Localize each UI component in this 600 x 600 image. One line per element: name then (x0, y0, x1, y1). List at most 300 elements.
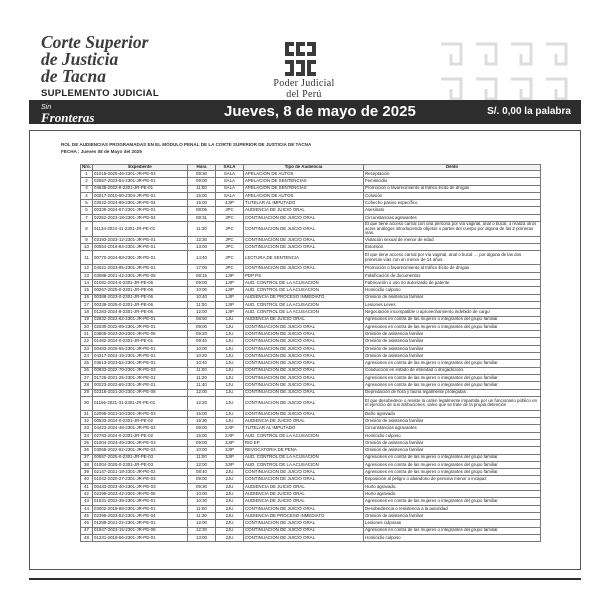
offense: Agresiones en contra de las mujeres o integrantes del grupo familiar (364, 374, 541, 381)
hearing-time: 10:40 (188, 360, 216, 367)
row-number: 37 (81, 454, 93, 461)
case-number: 02199-2023-42-2301-JR-PE-06 (93, 491, 188, 498)
offense: Homicidio culposo (364, 287, 541, 294)
case-number: 01081-2024-0-2301-JR-PE-06 (93, 280, 188, 287)
hearing-type: CONTINUACION DE JUICIO ORAL (244, 367, 364, 374)
hearing-type: AUD. CONTROL DE LA ACUSACION (244, 301, 364, 308)
row-number: 20 (81, 323, 93, 330)
offense: Conducción en estado de ebriedad o drogadicción. (364, 367, 541, 374)
hearing-type: LECTURA DE SENTENCIA (244, 251, 364, 265)
table-row (81, 476, 541, 483)
offense: Omisión de asistencia familiar (364, 447, 541, 454)
table-row (81, 301, 541, 308)
courtroom: 2JU (216, 520, 244, 527)
courtroom: 1JIP (216, 272, 244, 279)
case-number: 00433-2023-40-2301-JR-PE-03 (93, 483, 188, 490)
courtroom: 1JIP (216, 294, 244, 301)
row-number: 47 (81, 527, 93, 534)
hearing-type: TUTELAR AL IMPUTADO (244, 200, 364, 207)
issue-date: Jueves, 8 de mayo de 2025 (224, 103, 416, 120)
offense: Colusión (364, 192, 541, 199)
hearing-time: 10:00 (188, 447, 216, 454)
hearing-type: AUDIENCIA DE JUICIO ORAL (244, 207, 364, 214)
table-body (81, 171, 541, 542)
hearing-time: 10:40 (188, 294, 216, 301)
case-number: 02147-2021-18-2301-JR-PE-02 (93, 469, 188, 476)
row-number: 30 (81, 396, 93, 410)
courtroom: JPC (216, 251, 244, 265)
poder-judicial-logo-icon (281, 40, 321, 80)
row-number: 25 (81, 360, 93, 367)
row-number: 45 (81, 512, 93, 519)
row-number: 21 (81, 331, 93, 338)
row-number: 7 (81, 214, 93, 221)
table-row (81, 410, 541, 417)
table-row (81, 512, 541, 519)
courtroom: 3JIP (216, 461, 244, 468)
hearing-time: 15:00 (188, 192, 216, 199)
offense: Omisión de asistencia familiar (364, 294, 541, 301)
row-number: 41 (81, 483, 93, 490)
courtroom: 3JIP (216, 454, 244, 461)
hearing-time: 09:00 (188, 439, 216, 446)
case-number: 02399-2023-52-2301-JR-PE-04 (93, 512, 188, 519)
column-header: Expediente (93, 165, 188, 171)
courtroom: 1JU (216, 418, 244, 425)
case-number: 00554-2016-84-2301-JR-PE-01 (93, 244, 188, 251)
offense: Fabricación o uso no autorizado de patente (364, 280, 541, 287)
case-number: 01134-2024-41-2301-JR-PE-01 (93, 222, 188, 237)
table-row (81, 323, 541, 330)
hearing-time: 11:30 (188, 222, 216, 237)
courtroom: JPC (216, 265, 244, 272)
row-number: 5 (81, 200, 93, 207)
courtroom: 1JU (216, 323, 244, 330)
row-number: 42 (81, 491, 93, 498)
courtroom: JPC (216, 207, 244, 214)
offense: Omisión de asistencia familiar (364, 353, 541, 360)
row-number: 17 (81, 301, 93, 308)
row-number: 3 (81, 185, 93, 192)
hearing-type: CONTINUACION DE JUICIO ORAL (244, 469, 364, 476)
table-row (81, 236, 541, 243)
case-number: 00267-2025-0-2301-JR-PE-06 (93, 287, 188, 294)
row-number: 26 (81, 367, 93, 374)
table-row (81, 272, 541, 279)
case-number: 01231-2018-66-2301-JR-PE-01 (93, 534, 188, 541)
offense: Agresiones en contra de las mujeres o integrantes del grupo familiar (364, 527, 541, 534)
hearing-type: APELACION DE AUTOS (244, 171, 364, 178)
hearing-type: RID EP (244, 439, 364, 446)
offense: El que desobedece o resiste la orden legalmente impartida por un funcionario público en el ejercicio de sus atribuciones, salvo que se trate de la propia detención (364, 396, 541, 410)
newspaper-header (29, 34, 581, 98)
hearing-type: CONTINUACION DE JUICIO ORAL (244, 520, 364, 527)
row-number: 14 (81, 280, 93, 287)
table-row (81, 432, 541, 439)
case-number: 04317-2024-19-2301-JR-PE-01 (93, 353, 188, 360)
hearing-type: AUD. CONTROL DE LA ACUSACION (244, 461, 364, 468)
row-number: 40 (81, 476, 93, 483)
hearing-time: 12:00 (188, 520, 216, 527)
offense: Circunstancias agravantes (364, 425, 541, 432)
row-number: 1 (81, 171, 93, 178)
offense: Homicidio culposo (364, 432, 541, 439)
case-number: 03613-2023-52-2301-JR-PE-01 (93, 360, 188, 367)
hearing-time: 12:20 (188, 396, 216, 410)
hearing-time: 17:00 (188, 265, 216, 272)
case-number: 01166-2021-31-2301-JR-PE-01 (93, 396, 188, 410)
table-row (81, 396, 541, 410)
row-number: 2 (81, 178, 93, 185)
hearing-time: 12:00 (188, 389, 216, 396)
offense: Omisión de asistencia familiar (364, 338, 541, 345)
hearing-type: AUD. CONTROL DE LA ACUSACION (244, 309, 364, 316)
courtroom: 2JU (216, 527, 244, 534)
case-number: 04423-2024-48-2301-JR-PE-02 (93, 425, 188, 432)
table-row (81, 345, 541, 352)
case-number: 00483-2025-65-2301-JR-PE-01 (93, 345, 188, 352)
case-number: 02095-2021-10-2301-JR-PE-03 (93, 410, 188, 417)
hearing-type: AUDIENCIA DE JUICIO ORAL (244, 418, 364, 425)
courtroom: 1JIP (216, 301, 244, 308)
table-row (81, 244, 541, 251)
hearing-time: 08:05 (188, 207, 216, 214)
hearing-time: 08:50 (188, 316, 216, 323)
table-row (81, 316, 541, 323)
hearing-type: CONTINUACION DE JUICIO ORAL (244, 360, 364, 367)
hearing-type: CONTINUACION DE JUICIO ORAL (244, 338, 364, 345)
courtroom: 1JIP (216, 287, 244, 294)
table-row (81, 389, 541, 396)
hearing-type: PDP PS (244, 272, 364, 279)
table-row (81, 280, 541, 287)
hearing-type: AUDIENCIA DE PROCESO INMEDIATO (244, 512, 364, 519)
courtroom: 2JU (216, 512, 244, 519)
offense: Omisión de asistencia familiar (364, 345, 541, 352)
hearing-type: AUD. CONTROL DE LA ACUSACION (244, 432, 364, 439)
hearing-time: 09:00 (188, 323, 216, 330)
case-number: 04021-2023-95-2301-JR-PE-01 (93, 265, 188, 272)
hearing-time: 10:00 (188, 491, 216, 498)
offense: Cohecho pasivo específico (364, 200, 541, 207)
word-price: S/. 0,00 la palabra (487, 106, 571, 117)
row-number: 18 (81, 309, 93, 316)
hearing-time: 11:00 (188, 367, 216, 374)
row-number: 34 (81, 432, 93, 439)
hearing-type: CONTINUACION DE JUICIO ORAL (244, 331, 364, 338)
table-row (81, 367, 541, 374)
table-row (81, 491, 541, 498)
courtroom: 1JU (216, 345, 244, 352)
courtroom: SALA (216, 178, 244, 185)
row-number: 44 (81, 505, 93, 512)
table-row (81, 222, 541, 237)
case-number: 02030-2022-99-2301-JR-PE-01 (93, 323, 188, 330)
case-number: 01004-2025-0-2301-JR-PE-03 (93, 461, 188, 468)
table-row (81, 265, 541, 272)
hearing-type: APELACION DE AUTOS (244, 192, 364, 199)
courtroom: 1JIP (216, 280, 244, 287)
hearing-time: 09:00 (188, 425, 216, 432)
row-number: 39 (81, 469, 93, 476)
hearing-type: CONTINUACION DE JUICIO ORAL (244, 396, 364, 410)
table-row (81, 360, 541, 367)
masthead-band (29, 100, 581, 124)
poder-judicial-name-line: Poder Judicial (273, 78, 335, 89)
case-number: 01482-2024-0-2301-JR-PE-01 (93, 338, 188, 345)
hearing-time: 11:00 (188, 505, 216, 512)
row-number: 32 (81, 418, 93, 425)
hearing-type: CONTINUACION DE JUICIO ORAL (244, 265, 364, 272)
hearing-type: AUDIENCIA DE JUICIO ORAL (244, 483, 364, 490)
footer-rule (29, 578, 581, 580)
newspaper-logo (41, 103, 94, 123)
case-number: 01947-2023-15-2301-JR-PE-08 (93, 527, 188, 534)
row-number: 4 (81, 192, 93, 199)
offense: Negociación incompatible o aprovechamiento indebido de cargo (364, 309, 541, 316)
courtroom: 2JU (216, 483, 244, 490)
courtroom: 1JIP (216, 309, 244, 316)
hearing-type: CONTINUACION DE JUICIO ORAL (244, 534, 364, 541)
hearing-type: AUD. CONTROL DE LA ACUSACION (244, 280, 364, 287)
row-number: 46 (81, 520, 93, 527)
hearing-time: 09:20 (188, 331, 216, 338)
hearing-type: AUDIENCIA DE JUICIO ORAL (244, 491, 364, 498)
hearing-type: APELACION DE SENTENCIAS (244, 178, 364, 185)
hearing-type: CONTINUACION DE JUICIO ORAL (244, 527, 364, 534)
hearing-type: CONTINUACION DE JUICIO ORAL (244, 323, 364, 330)
hearing-type: AUDIENCIA DE JUICIO ORAL (244, 316, 364, 323)
courtroom: 1JU (216, 382, 244, 389)
table-row (81, 338, 541, 345)
row-number: 13 (81, 272, 93, 279)
courtroom: 2JU (216, 469, 244, 476)
case-number: 00533-2024-0-2301-JR-PE-02 (93, 418, 188, 425)
offense: Hurto agravado. (364, 491, 541, 498)
hearing-type: CONTINUACION DE JUICIO ORAL (244, 353, 364, 360)
case-number: 02783-2024-0-2301-JR-PE-02 (93, 432, 188, 439)
hearing-time: 12:30 (188, 236, 216, 243)
hearing-time: 09:40 (188, 338, 216, 345)
table-row (81, 251, 541, 265)
offense: Lesiones Leves (364, 301, 541, 308)
hearing-type: CONTINUACION DE JUICIO ORAL (244, 374, 364, 381)
courtroom: 3JIP (216, 447, 244, 454)
column-header: Nro. (82, 164, 91, 170)
hearing-type: APELACION DE SENTENCIAS (244, 185, 364, 192)
case-number: 03193-2023-12-2301-JR-PE-01 (93, 236, 188, 243)
case-number: 03068-2022-62-2301-JR-PE-03 (93, 447, 188, 454)
table-row (81, 192, 541, 199)
offense: Feminicidio (364, 178, 541, 185)
courtroom: 1JU (216, 396, 244, 410)
table-row (81, 382, 541, 389)
table-row (81, 469, 541, 476)
courtroom: 1JU (216, 316, 244, 323)
hearing-type: CONTINUACION DE JUICIO ORAL (244, 244, 364, 251)
hearing-time: 11:30 (188, 512, 216, 519)
courtroom: 1JU (216, 353, 244, 360)
table-row (81, 520, 541, 527)
court-name-line: Corte Superior (41, 32, 149, 52)
courtroom: JPC (216, 236, 244, 243)
offense: Promoción o favorecimiento al tráfico ilícito de drogas (364, 265, 541, 272)
table-row (81, 505, 541, 512)
hearing-type: CONTINUACION DE JUICIO ORAL (244, 505, 364, 512)
hearing-time: 15:00 (188, 200, 216, 207)
offense: Omisión de asistencia familiar (364, 331, 541, 338)
decorative-pattern (431, 34, 581, 106)
row-number: 31 (81, 410, 93, 417)
hearing-type: CONTINUACION DE JUICIO ORAL (244, 222, 364, 237)
row-number: 24 (81, 353, 93, 360)
hearing-time: 12:30 (188, 527, 216, 534)
table-row (81, 294, 541, 301)
hearing-time: 12:00 (188, 309, 216, 316)
case-number: 03805-2023-20-2301-JR-PE-05 (93, 331, 188, 338)
offense: Hurto agravado. (364, 483, 541, 490)
case-number: 00388-2023-0-2301-JR-PE-06 (93, 294, 188, 301)
table-row (81, 534, 541, 541)
courtroom: 2JU (216, 534, 244, 541)
case-number: 01531-2022-39-2301-JR-PE-01 (93, 498, 188, 505)
row-number: 23 (81, 345, 93, 352)
offense: Depredación de flora y fauna legalmente protegidas (364, 389, 541, 396)
hearing-time: 11:00 (188, 454, 216, 461)
case-number: 00557-2025-0-2301-JR-PE-03 (93, 454, 188, 461)
hearing-time: 10:00 (188, 287, 216, 294)
offense: Circunstancias agravantes (364, 214, 541, 221)
case-number: 01726-2021-25-2301-JR-PE-01 (93, 374, 188, 381)
row-number: 22 (81, 338, 93, 345)
table-row (81, 527, 541, 534)
offense: Agresiones en contra de las mujeres o integrantes del grupo familiar (364, 498, 541, 505)
table-row (81, 418, 541, 425)
hearing-type: AUDIENCIA DE PROCESO INMEDIATO (244, 294, 364, 301)
offense: Agresiones en contra de las mujeres o integrantes del grupo familiar (364, 382, 541, 389)
courtroom: 2JU (216, 491, 244, 498)
case-number: 04635-2022-8-2301-JR-PE-01 (93, 185, 188, 192)
hearing-type: AUD. CONTROL DE LA ACUSACION (244, 454, 364, 461)
courtroom: SALA (216, 171, 244, 178)
table-row (81, 425, 541, 432)
table-row (81, 454, 541, 461)
table-row (81, 439, 541, 446)
row-number: 15 (81, 287, 93, 294)
offense: Extorsión (364, 244, 541, 251)
row-number: 19 (81, 316, 93, 323)
column-header: Hora (188, 165, 216, 171)
hearing-time: 10:20 (188, 353, 216, 360)
hearing-time: 15:00 (188, 410, 216, 417)
offense: Daño agravado (364, 410, 541, 417)
hearing-time: 10:00 (188, 345, 216, 352)
offense: Agresiones en contra de las mujeres o integrantes del grupo familiar (364, 469, 541, 476)
case-number: 00223-2022-65-2301-JR-PE-01 (93, 382, 188, 389)
hearing-time: 09:00 (188, 280, 216, 287)
row-number: 29 (81, 389, 93, 396)
hearing-time: 11:00 (188, 301, 216, 308)
offense: Omisión de asistencia familiar (364, 418, 541, 425)
column-header: Delito (364, 165, 541, 171)
table-row (81, 353, 541, 360)
court-name-line: de Tacna (41, 66, 106, 86)
table-row (81, 207, 541, 214)
hearing-time: 14:40 (188, 251, 216, 265)
case-number: 03002-2019-88-2301-JR-PE-01 (93, 505, 188, 512)
courtroom: 1JU (216, 389, 244, 396)
row-number: 27 (81, 374, 93, 381)
hearing-type: AUD. CONTROL DE LA ACUSACION (244, 287, 364, 294)
case-number: 01042-2020-27-2301-JR-PE-03 (93, 476, 188, 483)
table-row (81, 447, 541, 454)
hearing-time: 13:00 (188, 534, 216, 541)
hearing-time: 11:40 (188, 382, 216, 389)
offense: Homicidio culposo (364, 534, 541, 541)
row-number: 11 (81, 251, 93, 265)
table-row (81, 309, 541, 316)
hearing-time: 09:00 (188, 476, 216, 483)
offense: Violación sexual de menor de edad (364, 236, 541, 243)
row-number: 8 (81, 222, 93, 237)
offense: Asesinato (364, 207, 541, 214)
case-number: 00339-2024-67-2301-JR-PE-01 (93, 207, 188, 214)
case-number: 01289-2021-22-2301-JR-PE-01 (93, 520, 188, 527)
row-number: 9 (81, 236, 93, 243)
courtroom: SALA (216, 192, 244, 199)
poder-judicial-name (244, 78, 364, 100)
table-row (81, 331, 541, 338)
case-number: 01004-2024-49-2301-JR-PE-03 (93, 439, 188, 446)
table-row (81, 178, 541, 185)
case-number: 02557-2023-54-2301-JR-PE-01 (93, 178, 188, 185)
case-number: 01283-2024-8-2301-JR-PE-06 (93, 309, 188, 316)
logo-big-word: Fronteras (41, 110, 95, 125)
offense: Lesiones culposas (364, 520, 541, 527)
offense: Promoción o favorecimiento al tráfico ilícito de drogas (364, 185, 541, 192)
case-number: 02318-2021-20-2301-JR-PE-08 (93, 389, 188, 396)
table-row (81, 461, 541, 468)
courtroom: JPC (216, 222, 244, 237)
hearing-type: CONTINUACION DE JUICIO ORAL (244, 476, 364, 483)
table-row (81, 287, 541, 294)
courtroom: JPC (216, 244, 244, 251)
hearing-time: 11:00 (188, 185, 216, 192)
courtroom: 1JU (216, 331, 244, 338)
row-number: 36 (81, 447, 93, 454)
offense: Agresiones en contra de las mujeres o integrantes del grupo familiar (364, 461, 541, 468)
courtroom: 1JU (216, 338, 244, 345)
case-number: 00770-2024-83-2301-JR-PE-01 (93, 251, 188, 265)
row-number: 35 (81, 439, 93, 446)
hearing-type: REVOCATORIA DE PENA (244, 447, 364, 454)
poder-judicial-name-line: del Perú (286, 89, 322, 100)
row-number: 38 (81, 461, 93, 468)
offense: Exposición al peligro o abandono de persona menor o incapaz (364, 476, 541, 483)
document-date: FECHA : Jueves 08 de Mayo del 2025 (61, 149, 142, 154)
hearing-type: CONTINUACION DE JUICIO ORAL (244, 389, 364, 396)
hearings-table (80, 164, 541, 542)
case-number: 00833-2022-70-2301-JR-PE-03 (93, 367, 188, 374)
table-row (81, 214, 541, 221)
hearing-type: CONTINUACION DE JUICIO ORAL (244, 345, 364, 352)
table-row (81, 374, 541, 381)
hearing-time: 09:00 (188, 178, 216, 185)
hearing-time: 11:20 (188, 374, 216, 381)
courtroom: 2JU (216, 505, 244, 512)
case-number: 00338-2025-0-2301-JR-PE-06 (93, 301, 188, 308)
case-number: 00017-2010-50-2304-JR-PE-01 (93, 192, 188, 199)
